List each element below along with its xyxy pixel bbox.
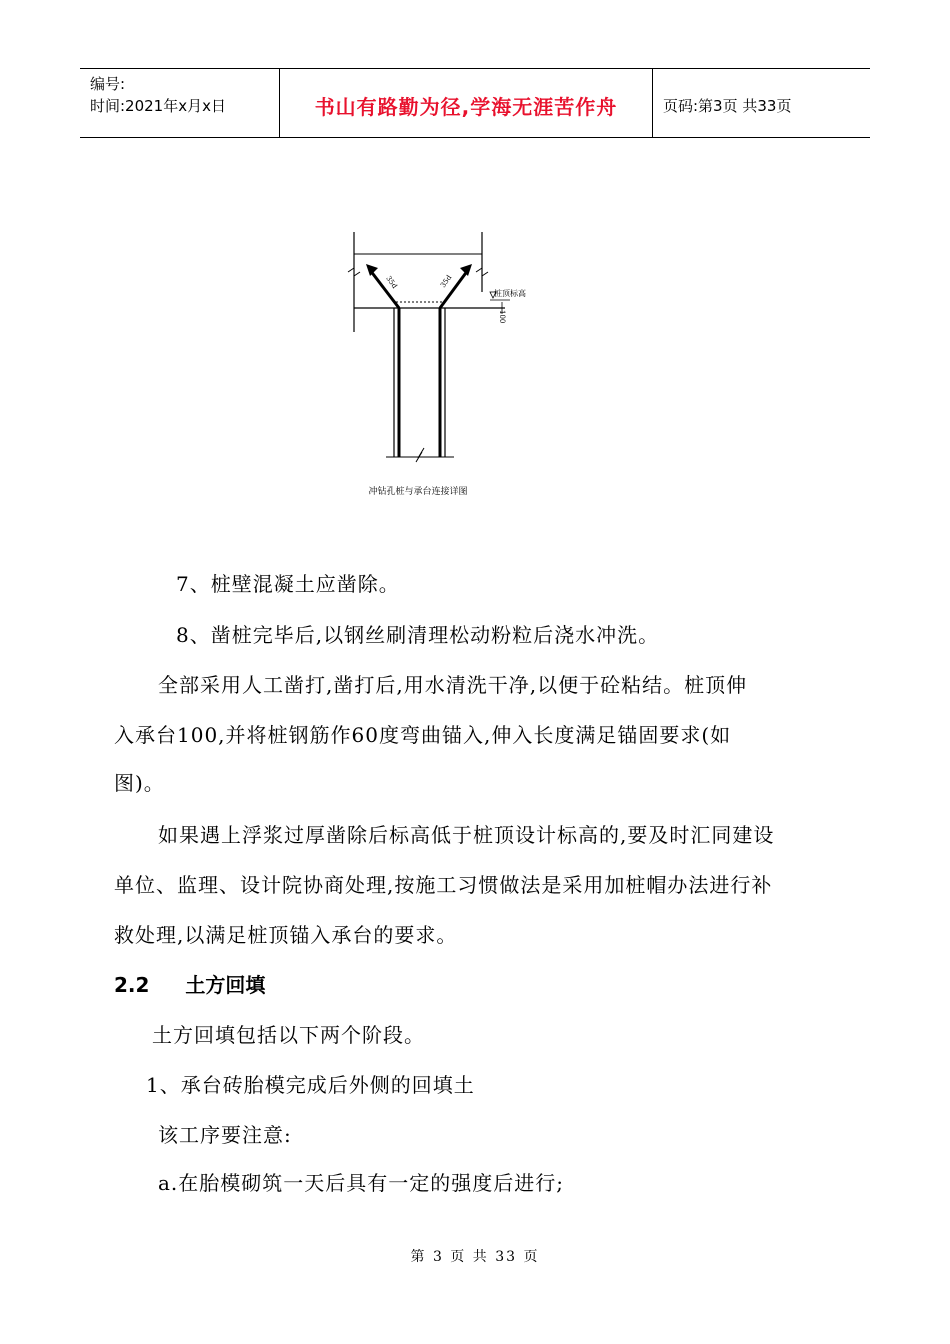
paragraph-note-a: a.在胎模砌筑一天后具有一定的强度后进行;	[158, 1171, 565, 1195]
paragraph-backfill-intro: 土方回填包括以下两个阶段。	[152, 1023, 425, 1047]
paragraph-laitance-line2: 单位、监理、设计院协商处理,按施工习惯做法是采用加桩帽办法进行补	[114, 873, 773, 897]
pile-cap-connection-diagram	[330, 222, 530, 502]
figure-label-100: 100	[498, 310, 506, 324]
paragraph-manual-chisel-line2: 入承台100,并将桩钢筋作60度弯曲锚入,伸入长度满足锚固要求(如	[114, 723, 732, 747]
header-meta	[80, 69, 280, 137]
page-footer: 第 3 页 共 33 页	[410, 1249, 540, 1265]
paragraph-stage-1: 1、承台砖胎模完成后外侧的回填土	[146, 1073, 475, 1097]
section-number: 2.2	[114, 973, 150, 997]
page-header	[80, 68, 870, 138]
paragraph-notes-label: 该工序要注意:	[158, 1123, 292, 1147]
header-motto: 书山有路勤为径,学海无涯苦作舟	[280, 69, 653, 137]
header-page-info: 页码:第3页 共33页	[663, 96, 792, 115]
paragraph-manual-chisel-line1: 全部采用人工凿打,凿打后,用水清洗干净,以便于砼粘结。桩顶伸	[158, 673, 748, 697]
paragraph-8: 8、凿桩完毕后,以钢丝刷清理松动粉粒后浇水冲洗。	[176, 623, 660, 647]
paragraph-laitance-line1: 如果遇上浮浆过厚凿除后标高低于桩顶设计标高的,要及时汇同建设	[158, 823, 775, 847]
section-title: 土方回填	[185, 973, 266, 997]
paragraph-laitance-line3: 救处理,以满足桩顶锚入承台的要求。	[114, 923, 458, 947]
number-label: 编号:	[90, 75, 126, 93]
date-label: 时间:2021年x月x日	[90, 97, 226, 115]
paragraph-7: 7、桩壁混凝土应凿除。	[176, 572, 400, 596]
figure-label-top-elev: 桩顶标高	[494, 289, 526, 298]
figure-caption: 冲钻孔桩与承台连接详图	[368, 487, 468, 497]
figure-label-right: 35d	[439, 273, 454, 290]
figure-label-left: 35d	[384, 274, 399, 291]
paragraph-manual-chisel-line3: 图)。	[114, 771, 165, 795]
section-heading	[114, 969, 265, 998]
